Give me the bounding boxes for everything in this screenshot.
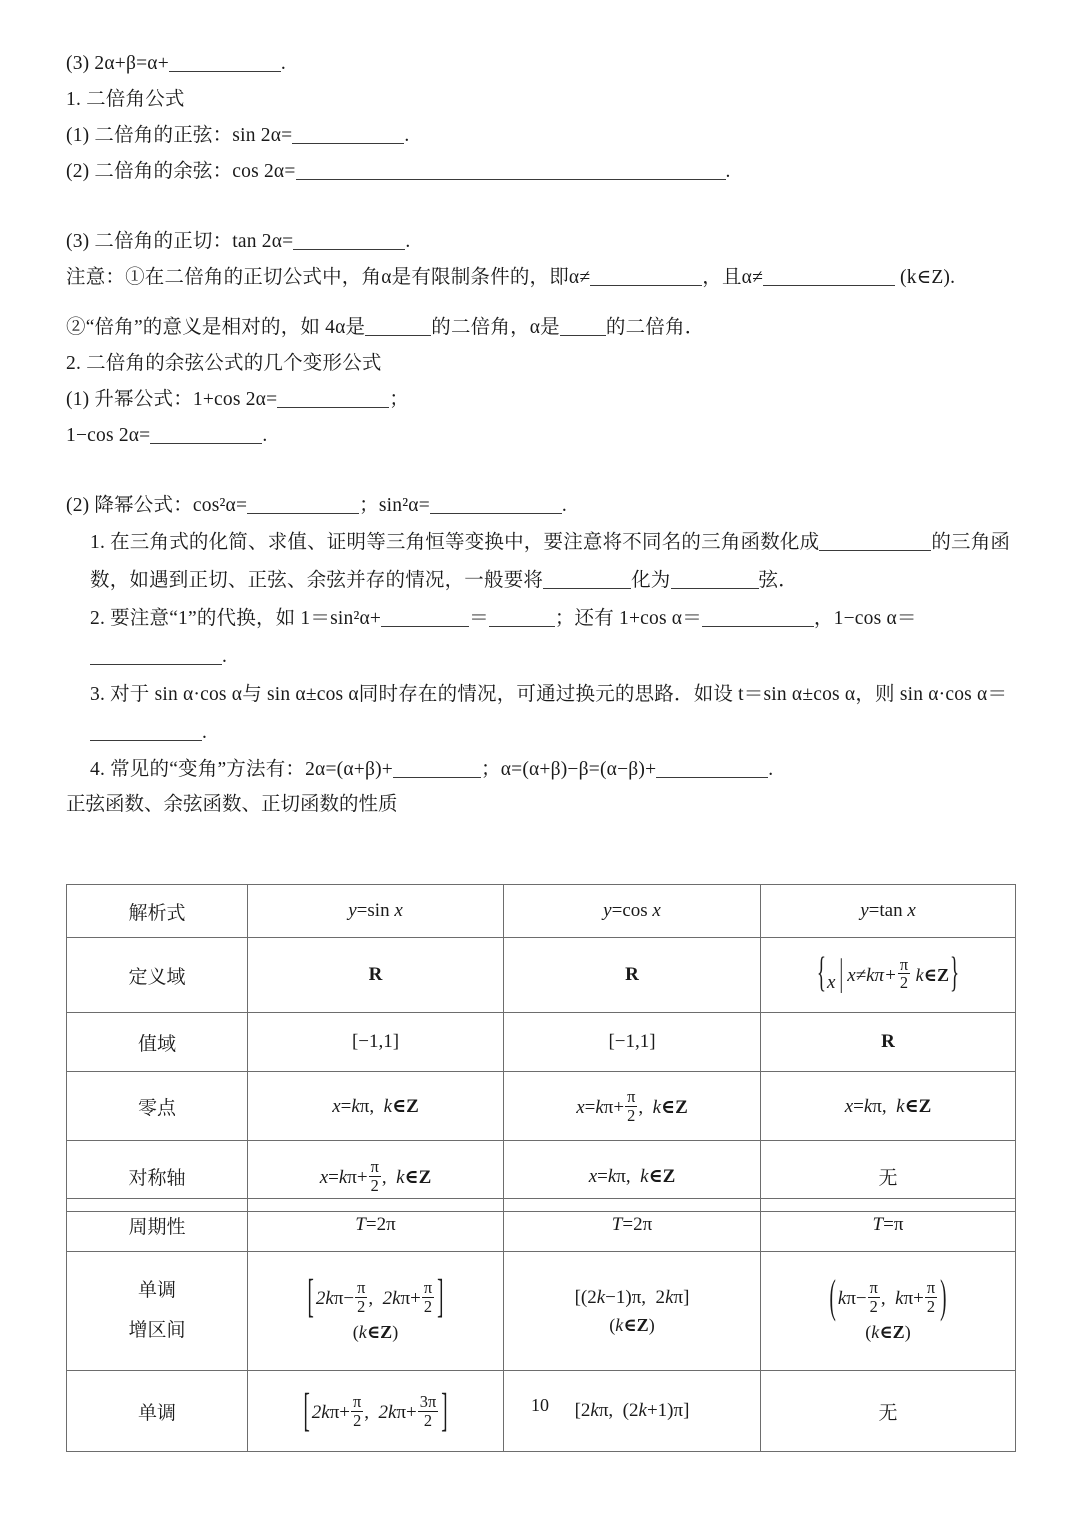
cell-increasing-sin: [ 2kπ− $\frac{\pi}{2}$ , 2kπ+ $\frac{\pi}{2}$ ] (k∈Z) <box>248 1252 504 1371</box>
table-caption: 正弦函数、余弦函数、正切函数的性质 <box>66 794 398 815</box>
table-row <box>67 1072 1016 1141</box>
tip-1-p3: 化为 <box>631 570 671 591</box>
formula-cos-2alpha <box>66 154 1016 190</box>
formula-tan-2alpha <box>66 224 1016 260</box>
period: . <box>725 161 731 182</box>
k-in-Z-note: (k∈Z) <box>352 1321 399 1342</box>
formula-raise-power-label: (1) 升幂公式：1+cos 2α= <box>66 389 278 410</box>
table-row <box>67 938 1016 1013</box>
table-row <box>67 1013 1016 1072</box>
fraction: $\frac{\pi}{2}$ <box>899 954 909 993</box>
period: . <box>405 231 411 252</box>
cell-symmetry-sin: x=kπ+ $\frac{\pi}{2}$ , k∈Z <box>248 1141 504 1212</box>
left-bracket: [ <box>303 1385 310 1438</box>
fill-blank[interactable] <box>393 762 481 778</box>
section-2-title: 2. 二倍角的余弦公式的几个变形公式 <box>66 353 382 374</box>
line-2alpha-beta <box>66 46 1016 82</box>
fill-blank[interactable] <box>381 611 469 627</box>
cell-decreasing-tan: 无 <box>761 1371 1016 1452</box>
semicolon: ； <box>389 389 409 410</box>
tip-3-p1: 3. 对于 sin α·cos α与 sin α±cos α同时存在的情况，可通过换元的思路．如设 t＝sin α±cos α，则 sin α·cos α＝ <box>90 684 1008 705</box>
fill-blank[interactable] <box>150 428 262 444</box>
label-line-2: 增区间 <box>128 1320 186 1341</box>
fill-blank[interactable] <box>430 498 562 514</box>
tip-1-p1: 1. 在三角式的化简、求值、证明等三角恒等变换中，要注意将不同名的三角函数化成 <box>90 532 820 553</box>
cell-period-sin: T=2π <box>248 1199 504 1252</box>
formula-raise-power-2 <box>66 418 1016 454</box>
note-multiple-angle-p2: 的二倍角，α是 <box>431 317 560 338</box>
formula-raise-power-2-label: 1−cos 2α= <box>66 425 151 446</box>
cell-zeros-tan: x=kπ, k∈Z <box>761 1072 1016 1141</box>
fill-blank[interactable] <box>296 164 726 180</box>
cell-symmetry-cos: x=kπ, k∈Z <box>504 1141 761 1212</box>
formula-lower-power <box>66 488 1016 524</box>
document-body <box>66 46 1016 822</box>
tip-4-p3: . <box>768 759 774 780</box>
tip-2 <box>66 600 1016 676</box>
left-brace: { <box>816 951 826 998</box>
fill-blank[interactable] <box>560 320 606 336</box>
k-in-Z-note: (k∈Z) <box>865 1321 911 1342</box>
spacer <box>66 296 1016 310</box>
such-that-bar: | <box>839 953 844 996</box>
tip-4-p1: 4. 常见的“变角”方法有：2α=(α+β)+ <box>90 759 393 780</box>
fill-blank[interactable] <box>365 320 431 336</box>
row-label-increasing-interval <box>67 1252 248 1371</box>
spacer <box>66 454 1016 488</box>
fill-blank[interactable] <box>763 270 895 286</box>
label-line-1: 单调 <box>137 1280 176 1301</box>
fill-blank[interactable] <box>590 270 702 286</box>
formula-lower-power-mid: ；sin²α= <box>359 495 430 516</box>
tip-2-p5: . <box>222 646 228 667</box>
fill-blank[interactable] <box>671 573 759 589</box>
fraction: $\frac{\pi}{2}$ <box>370 1156 379 1195</box>
note-tan-restriction-p2: ，且α≠ <box>702 267 763 288</box>
cell-period-cos: T=2π <box>504 1199 761 1252</box>
tip-1-p4: 弦． <box>758 570 798 591</box>
table-row <box>67 885 1016 938</box>
col-header-sin: y=sin x <box>248 885 504 938</box>
formula-tan-2alpha-label: (3) 二倍角的正切：tan 2α= <box>66 231 294 252</box>
fill-blank[interactable] <box>702 611 814 627</box>
line-2alpha-beta-text: (3) 2α+β=α+ <box>66 53 169 74</box>
fill-blank[interactable] <box>819 535 931 551</box>
fill-blank[interactable] <box>277 392 389 408</box>
fill-blank[interactable] <box>293 234 405 250</box>
fraction: $\frac{\pi}{2}$ <box>627 1086 636 1125</box>
tip-2-p2: ＝ <box>469 608 489 629</box>
cell-zeros-cos: x=kπ+ $\frac{\pi}{2}$ , k∈Z <box>504 1072 761 1141</box>
cell-increasing-tan: ( kπ− $\frac{\pi}{2}$ , kπ+ $\frac{\pi}{2}$ ) (k∈Z) <box>761 1252 1016 1371</box>
tip-2-p1: 2. 要注意“1”的代换，如 1＝sin²α+ <box>90 608 382 629</box>
row-label-periodicity: 周期性 <box>67 1199 248 1252</box>
tip-2-p3: ；还有 1+cos α＝ <box>554 608 702 629</box>
fraction: $\frac{\pi}{2}$ <box>926 1278 936 1316</box>
fraction: $\frac{\pi}{2}$ <box>353 1391 362 1430</box>
tip-3 <box>66 676 1016 752</box>
cell-range-sin: [−1,1] <box>248 1013 504 1072</box>
right-brace: } <box>950 951 960 998</box>
formula-sin-2alpha-label: (1) 二倍角的正弦：sin 2α= <box>66 125 293 146</box>
cell-increasing-cos <box>504 1252 761 1371</box>
tip-2-p4: ，1−cos α＝ <box>813 608 917 629</box>
interval: [(2k−1)π, 2kπ] <box>574 1286 690 1308</box>
left-bracket: [ <box>307 1272 314 1324</box>
period: . <box>262 425 268 446</box>
properties-table-1 <box>66 884 1016 1212</box>
period: . <box>561 495 567 516</box>
note-tan-restriction-p1: 注意：①在二倍角的正切公式中，角α是有限制条件的，即α≠ <box>66 267 591 288</box>
fill-blank[interactable] <box>247 498 359 514</box>
fill-blank[interactable] <box>543 573 631 589</box>
cell-period-tan: T=π <box>761 1199 1016 1252</box>
cell-domain-tan: {x | x≠kπ+ $\frac{\pi}{2}$ k∈Z} <box>761 938 1016 1013</box>
tip-4 <box>66 752 1016 788</box>
formula-cos-2alpha-label: (2) 二倍角的余弦：cos 2α= <box>66 161 296 182</box>
period: . <box>404 125 410 146</box>
right-bracket: ] <box>437 1272 444 1324</box>
cell-decreasing-sin: [ 2kπ+ $\frac{\pi}{2}$ , 2kπ+ $\frac{3\pi}{2}$ ] <box>248 1371 504 1452</box>
note-multiple-angle <box>66 310 1016 346</box>
page-number: 10 <box>531 1395 549 1415</box>
row-label-symmetry-axis: 对称轴 <box>67 1141 248 1212</box>
row-label-range: 值域 <box>67 1013 248 1072</box>
line-2alpha-beta-end: . <box>280 53 286 74</box>
col-header-cos: y=cos x <box>504 885 761 938</box>
note-multiple-angle-p3: 的二倍角． <box>605 317 705 338</box>
tip-1-p2: 的三角函数，如遇到正切、正弦、余弦并存的情况，一般要将 <box>90 532 1011 591</box>
section-1-title: 1. 二倍角公式 <box>66 89 185 110</box>
col-header-tan: y=tan x <box>761 885 1016 938</box>
cell-domain-sin: R <box>248 938 504 1013</box>
fraction: $\frac{\pi}{2}$ <box>423 1278 433 1316</box>
note-tan-restriction <box>66 260 1016 296</box>
fraction: $\frac{3\pi}{2}$ <box>419 1391 437 1430</box>
formula-sin-2alpha <box>66 118 1016 154</box>
cell-range-tan: R <box>761 1013 1016 1072</box>
row-label-domain: 定义域 <box>67 938 248 1013</box>
cell-domain-cos: R <box>504 938 761 1013</box>
left-paren: ( <box>829 1272 836 1324</box>
formula-raise-power <box>66 382 1016 418</box>
fill-blank[interactable] <box>292 128 404 144</box>
fill-blank[interactable] <box>489 611 555 627</box>
cell-symmetry-tan: 无 <box>761 1141 1016 1212</box>
fill-blank[interactable] <box>656 762 768 778</box>
tip-3-p2: . <box>202 722 208 743</box>
table-row <box>67 1252 1016 1371</box>
cell-decreasing-cos: [2kπ, (2k+1)π] <box>504 1371 761 1452</box>
tip-4-p2: ；α=(α+β)−β=(α−β)+ <box>481 759 657 780</box>
spacer <box>66 190 1016 224</box>
row-label-decreasing-interval: 单调 <box>67 1371 248 1452</box>
note-tan-restriction-p3: (k∈Z). <box>900 267 956 288</box>
note-multiple-angle-p1: ②“倍角”的意义是相对的，如 4α是 <box>66 317 366 338</box>
formula-lower-power-label: (2) 降幂公式：cos²α= <box>66 495 248 516</box>
fraction: $\frac{\pi}{2}$ <box>357 1278 366 1316</box>
right-bracket: ] <box>441 1385 448 1438</box>
row-label-expression: 解析式 <box>67 885 248 938</box>
fill-blank[interactable] <box>90 725 202 741</box>
fill-blank[interactable] <box>90 649 222 665</box>
fill-blank[interactable] <box>169 56 281 72</box>
row-label-zeros: 零点 <box>67 1072 248 1141</box>
cell-range-cos: [−1,1] <box>504 1013 761 1072</box>
tip-1 <box>66 524 1016 600</box>
cell-zeros-sin: x=kπ, k∈Z <box>248 1072 504 1141</box>
k-in-Z-note: (k∈Z) <box>609 1314 655 1335</box>
table-row <box>67 1199 1016 1252</box>
right-paren: ) <box>940 1272 947 1324</box>
fraction: $\frac{\pi}{2}$ <box>869 1278 878 1316</box>
